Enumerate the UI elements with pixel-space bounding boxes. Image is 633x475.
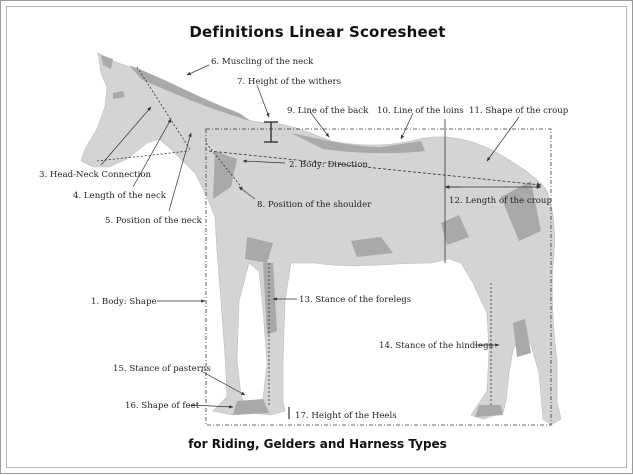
arrow-6 [187, 65, 209, 75]
label-stance-forelegs: 13. Stance of the forelegs [299, 295, 412, 305]
label-height-heels: 17. Height of the Heels [295, 411, 397, 421]
hoof-front-shading [233, 399, 269, 415]
horse-diagram [1, 1, 633, 475]
label-body-direction: 2. Body: Direction [289, 160, 368, 170]
label-stance-pasterns: 15. Stance of pasterns [113, 364, 211, 374]
label-shape-croup: 11. Shape of the croup [469, 106, 569, 116]
arrow-7 [257, 85, 269, 117]
page-title: Definitions Linear Scoresheet [189, 23, 446, 41]
arrow-10 [401, 113, 413, 139]
hoof-back-shading [475, 405, 503, 417]
label-shape-feet: 16. Shape of feet [125, 401, 200, 411]
arrow-11 [487, 117, 519, 161]
label-height-withers: 7. Height of the withers [237, 77, 342, 87]
label-position-shoulder: 8. Position of the shoulder [257, 200, 372, 210]
label-position-neck: 5. Position of the neck [105, 216, 202, 226]
label-head-neck: 3. Head-Neck Connection [39, 170, 152, 180]
label-muscling-neck: 6. Muscling of the neck [211, 57, 314, 67]
label-length-croup: 12. Length of the croup [449, 196, 552, 206]
arrow-9 [311, 113, 329, 137]
label-length-neck: 4. Length of the neck [73, 191, 167, 201]
label-line-back: 9. Line of the back [287, 106, 369, 116]
label-line-loins: 10. Line of the loins [377, 106, 464, 116]
label-stance-hindlegs: 14. Stance of the hindlegs [379, 341, 493, 351]
label-body-shape: 1. Body: Shape [91, 297, 157, 307]
page-footer: for Riding, Gelders and Harness Types [188, 437, 447, 451]
